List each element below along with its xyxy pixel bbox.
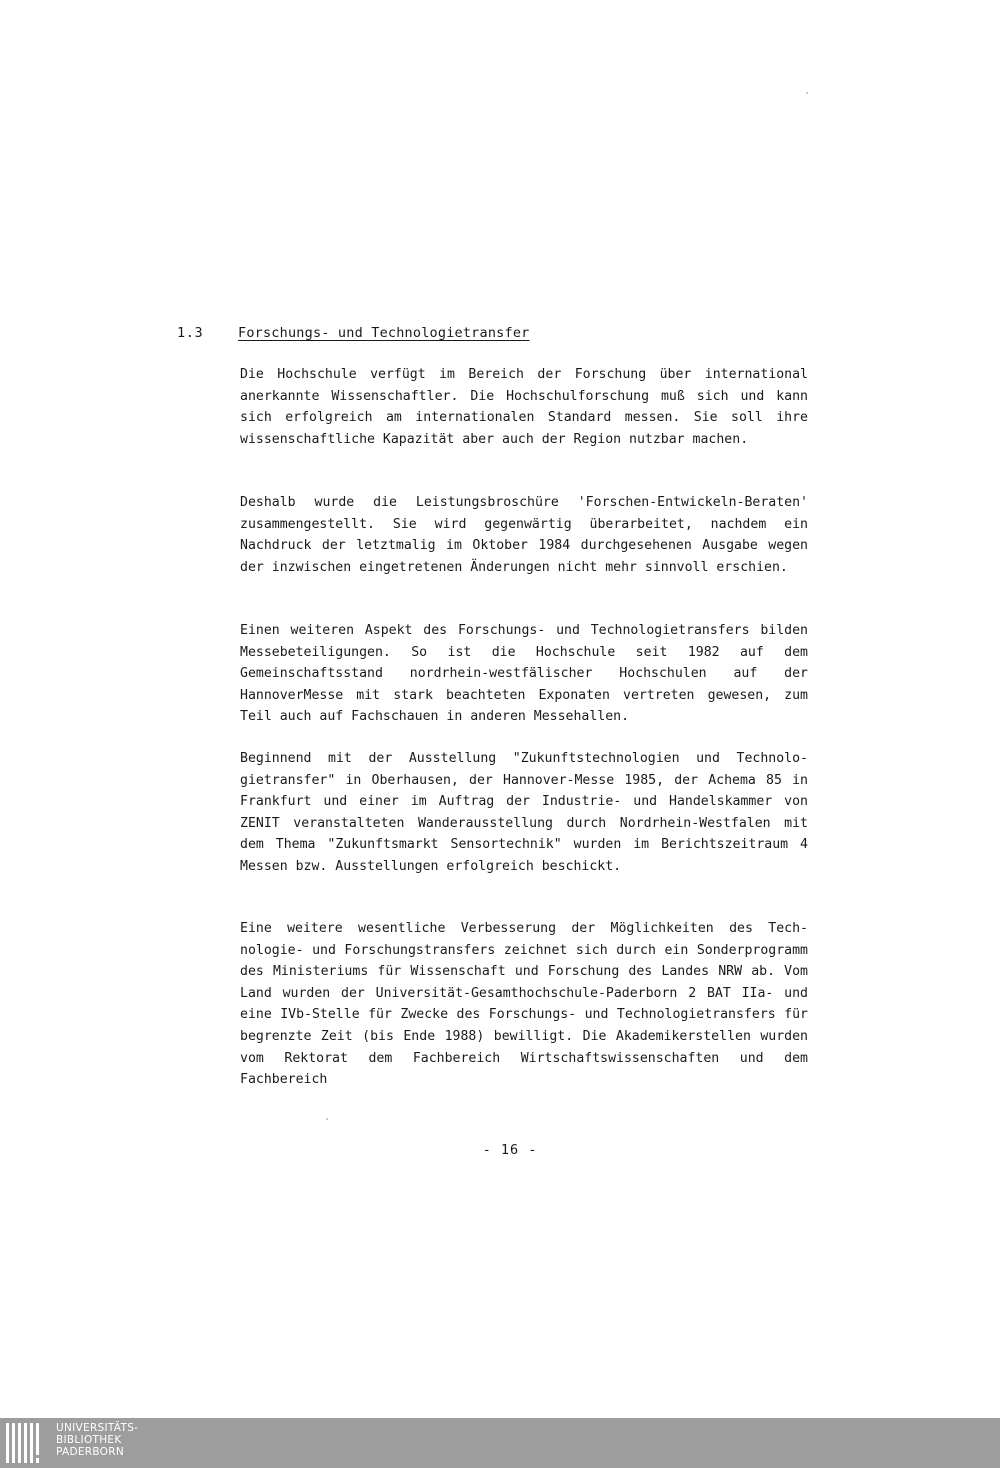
paragraph-exhibitions: Beginnend mit der Ausstellung "Zukunftstechnologien und Technologietransfer" in Oberhausen, der Hannover-Messe 1985, der Achema 85 in Frankfurt und einer im Auftrag der Industrie- und Handelskammer von ZENIT veranstalteten Wanderausstellung durch Nordrhein-Westfalen mit dem Thema "Zukunftsmarkt Sensortechnik" wurden im Berichtszeitraum 4 Messen bzw. Ausstellungen erfolgreich beschickt.: [240, 751, 808, 874]
paragraph-research: Die Hochschule verfügt im Bereich der Forschung über international anerkannte Wissenschaftler. Die Hochschulforschung muß sich und kann sich erfolgreich am internationalen Standard messen. Sie soll ihre wissenschaftliche Kapazität aber auch der Region nutzbar machen.: [240, 367, 808, 447]
paragraph-brochure: Deshalb wurde die Leistungsbroschüre 'Forschen-Entwickeln-Beraten' zusammengestellt. Sie wird gegenwärtig überarbeitet, nachdem ein Nachdruck der letztmalig im Oktober 1984 durchgesehenen Ausgabe wegen der inzwischen eingetretenen Änderungen nicht mehr sinnvoll erschien.: [240, 495, 808, 575]
library-logo-icon: [6, 1421, 48, 1465]
page-number: - 16 -: [482, 1142, 538, 1158]
section-title: Forschungs- und Technologietransfer: [238, 325, 530, 341]
section-number: 1.3: [177, 325, 204, 341]
paragraph-trade-fairs: Einen weiteren Aspekt des Forschungs- und Technologietransfers bilden Messebeteiligungen. So ist die Hochschule seit 1982 auf dem Gemeinschaftsstand nordrhein-westfälischer Hochschulen auf der HannoverMesse mit stark beachteten Exponaten vertreten gewesen, zum Teil auch auf Fachschauen in anderen Messehallen.: [240, 623, 808, 725]
logo-line-1: UNIVERSITÄTS-: [56, 1422, 139, 1434]
library-logo-text: [56, 1422, 138, 1458]
logo-line-3: PADERBORN: [56, 1446, 124, 1458]
logo-line-2: BIBLIOTHEK: [56, 1434, 122, 1446]
library-footer-bar: [0, 1418, 1000, 1468]
paragraph-special-program: Eine weitere wesentliche Verbesserung der Möglichkeiten des Technologie- und Forschungstransfers zeichnet sich durch ein Sonderprogramm des Ministeriums für Wissenschaft und Forschung des Landes NRW ab. Vom Land wurden der Universität-Gesamthochschule-Paderborn 2 BAT IIa- und eine IVb-Stelle für Zwecke des Forschungs- und Technologietransfers für begrenzte Zeit (bis Ende 1988) bewilligt. Die Akademikerstellen wurden vom Rektorat dem Fachbereich Wirtschaftswissenschaften und dem Fachbereich: [240, 921, 808, 1088]
scan-speck: [326, 1118, 328, 1120]
scan-speck: [806, 92, 808, 94]
